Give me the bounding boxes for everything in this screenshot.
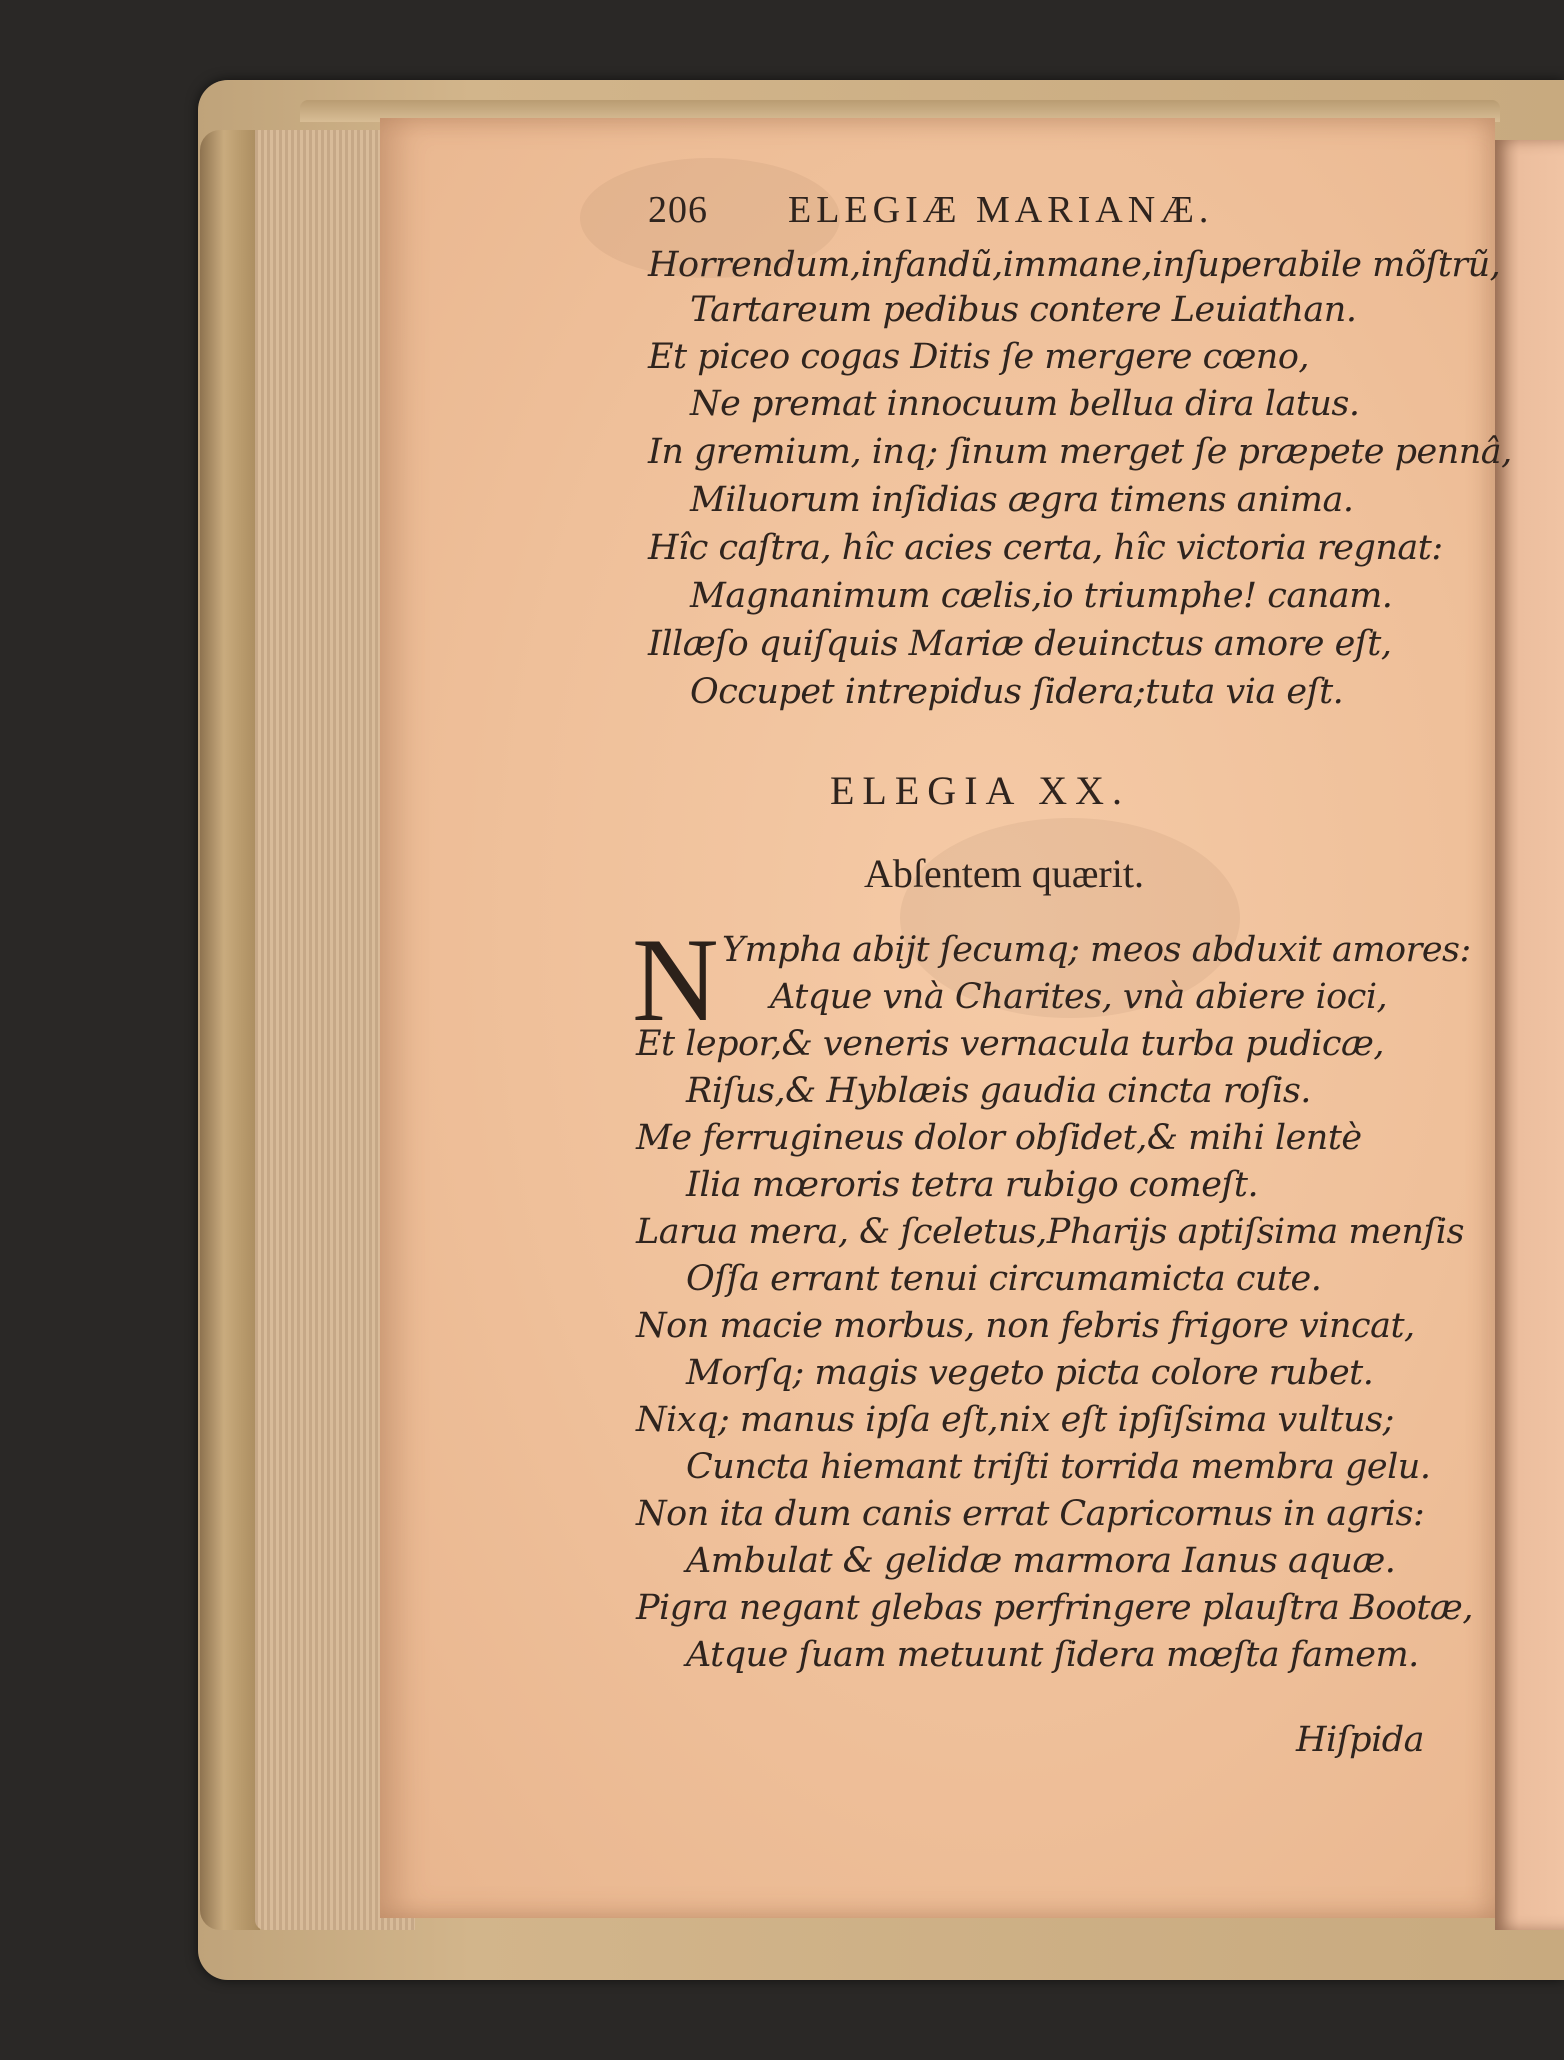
book-spine: [200, 130, 260, 1930]
verse-line: Et lepor,& veneris vernacula turba pudicæ,: [636, 1024, 1385, 1064]
verse-line: Occupet intrepidus ſidera;tuta via eſt.: [690, 672, 1344, 712]
verse-line: Magnanimum cælis,io triumphe! canam.: [690, 576, 1393, 616]
verse-line: Horrendum,infandũ,immane,inſuperabile mõſtrũ,: [648, 245, 1501, 285]
verse-line: Ilia mœroris tetra rubigo comeſt.: [686, 1165, 1259, 1205]
verse-line: Riſus,& Hyblæis gaudia cincta roſis.: [686, 1071, 1311, 1111]
running-head: ELEGIÆ MARIANÆ.: [788, 189, 1214, 231]
section-subtitle: Abſentem quærit.: [864, 851, 1144, 896]
verse-line: Morſq; magis vegeto picta colore rubet.: [686, 1353, 1374, 1393]
verse-line: Miluorum inſidias ægra timens anima.: [690, 480, 1354, 520]
verse-line: Nixq; manus ipſa eſt,nix eſt ipſiſsima vultus;: [636, 1400, 1394, 1440]
page-number: 206: [648, 189, 708, 231]
verse-line: Atque ſuam metuunt ſidera mœſta famem.: [686, 1635, 1419, 1675]
verse-line: Hîc caſtra, hîc acies certa, hîc victoria regnat:: [648, 528, 1443, 568]
verse-line: Ambulat & gelidæ marmora Ianus aquæ.: [686, 1541, 1396, 1581]
verse-line: Ne premat innocuum bellua dira latus.: [690, 384, 1360, 424]
running-header: [648, 188, 1213, 232]
verse-line: Atque vnà Charites, vnà abiere ioci,: [770, 977, 1388, 1017]
facing-page-edge: [1495, 140, 1564, 1930]
verse-line: Larua mera, & ſceletus,Pharijs aptiſsima menſis: [636, 1212, 1464, 1252]
verse-line: Non ita dum canis errat Capricornus in agris:: [636, 1494, 1425, 1534]
verse-line: Me ferrugineus dolor obſidet,& mihi lentè: [636, 1118, 1362, 1158]
verse-line: Illæſo quiſquis Mariæ deuinctus amore eſt,: [648, 624, 1392, 664]
verse-line: Tartareum pedibus contere Leuiathan.: [690, 290, 1357, 330]
drop-cap: N: [632, 913, 719, 1046]
verse-line: Ympha abijt ſecumq; meos abduxit amores:: [722, 930, 1471, 970]
verse-line: Et piceo cogas Ditis ſe mergere cœno,: [648, 337, 1310, 377]
section-title: ELEGIA XX.: [830, 768, 1130, 813]
verse-line: Pigra negant glebas perfringere plauſtra Bootæ,: [636, 1588, 1473, 1628]
verse-line: Non macie morbus, non febris frigore vincat,: [636, 1306, 1415, 1346]
verse-line: Cuncta hiemant triſti torrida membra gelu.: [686, 1447, 1431, 1487]
verse-line: Oſſa errant tenui circumamicta cute.: [686, 1259, 1322, 1299]
catchword: Hiſpida: [1296, 1720, 1425, 1760]
verse-line: In gremium, inq; ſinum merget ſe præpete pennâ,: [648, 432, 1512, 472]
